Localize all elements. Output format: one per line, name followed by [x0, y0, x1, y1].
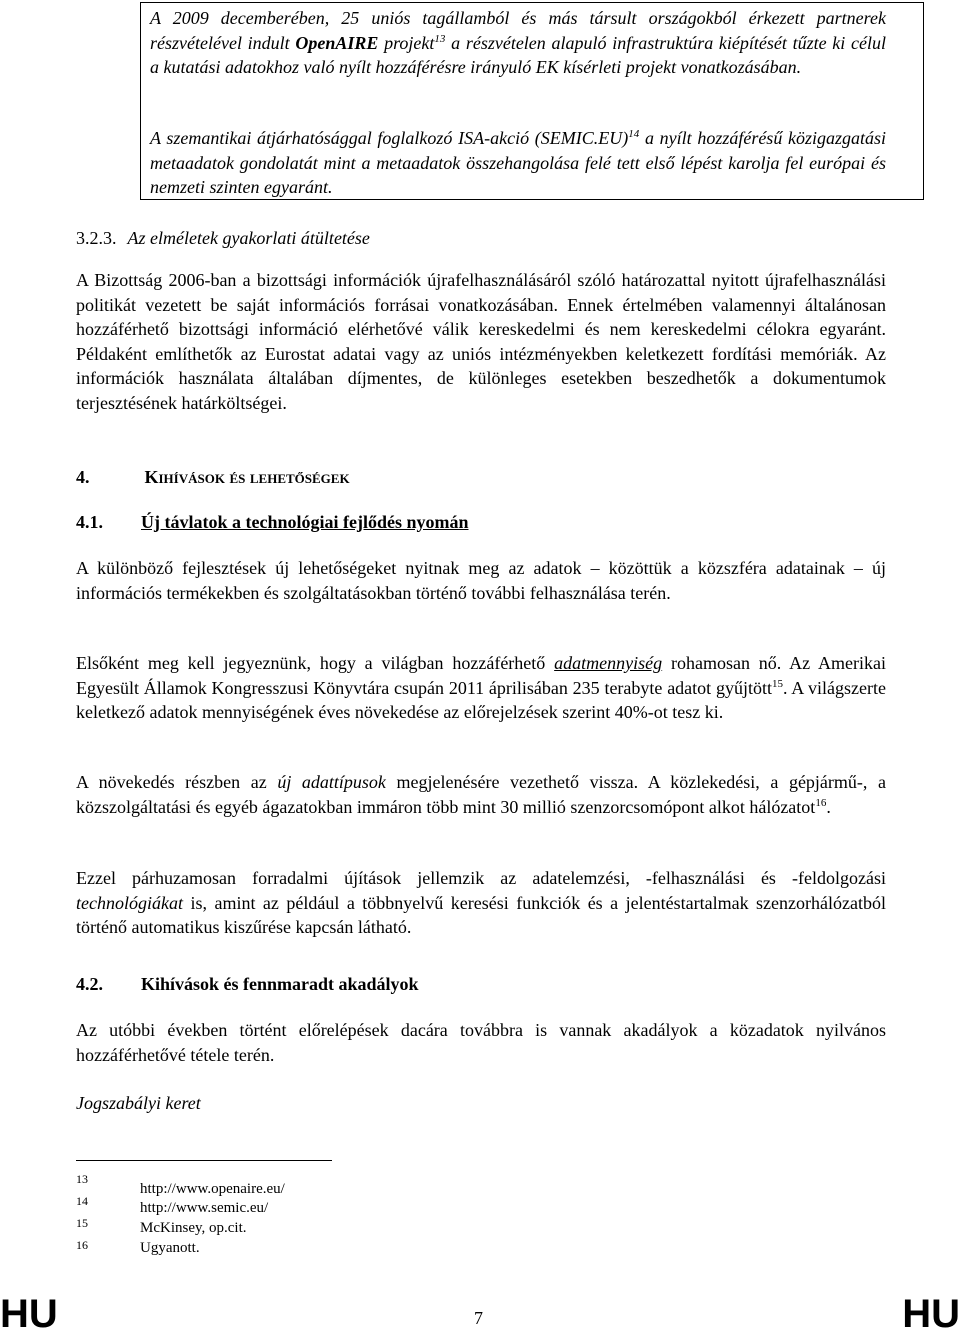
footnote-text: Ugyanott.	[140, 1240, 200, 1256]
chapter-title: Kihívások és lehetőségek	[144, 467, 350, 487]
chapter-number: 4.	[76, 467, 90, 487]
section-title: Új távlatok a technológiai fejlődés nyomán	[141, 512, 469, 532]
paragraph-new-data-types: A növekedés részben az új adattípusok megjelenésére vezethető vissza. A közlekedési, a gépjármű-, a közszolgáltatási és egyéb ágazatokban immáron több mint 30 millió szenzorcsomópont alkot hálózatot$^{16}$.	[76, 772, 887, 817]
footnote-number: 15	[76, 1216, 88, 1230]
paragraph-technologies: Ezzel párhuzamosan forradalmi újítások jellemzik az adatelemzési, -felhasználási és -feldolgozási technológiákat is, amint az például a többnyelvű keresési funkciók és a jelentéstartalmak szenzorhálózatból történő automatikus kiszűrése kapcsán látható.	[76, 868, 886, 937]
paragraph-obstacles: Az utóbbi években történt előrelépések dacára továbbra is vannak akadályok a közadatok nyilvános hozzáférhetővé tétele terén.	[76, 1020, 886, 1065]
footnote-ref-15[interactable]: 15	[771, 677, 783, 690]
section-title: Az elméletek gyakorlati átültetése	[127, 228, 370, 248]
section-heading-4-1	[76, 510, 469, 536]
footnote-number: 14	[76, 1194, 88, 1208]
section-number: 4.2.	[76, 974, 103, 994]
section-number: 4.1.	[76, 512, 103, 532]
footer-language-right: HU	[902, 1292, 960, 1336]
footnote-number: 16	[76, 1238, 88, 1252]
chapter-heading-4	[76, 465, 350, 491]
page-number: 7	[474, 1308, 483, 1328]
footnote-text: McKinsey, op.cit.	[140, 1220, 247, 1236]
footer-language-left: HU	[0, 1292, 58, 1336]
section-title: Kihívások és fennmaradt akadályok	[141, 974, 419, 994]
section-number: 3.2.3.	[76, 228, 117, 248]
footnote-ref-13[interactable]: 13	[434, 32, 446, 45]
subheading-legal-framework: Jogszabályi keret	[76, 1093, 201, 1113]
section-heading-4-2	[76, 972, 419, 998]
footnote-ref-14[interactable]: 14	[628, 128, 640, 140]
footnote-link-semic[interactable]: http://www.semic.eu/	[140, 1200, 269, 1216]
paragraph-data-volume: Elsőként meg kell jegyeznünk, hogy a világban hozzáférhető adatmennyiség rohamosan nő. Az Amerikai Egyesült Államok Kongresszusi Könyvtára csupán 2011 áprilisában 235 terabyte adatot gyűjtött$^{15}$. A világszerte keletkező adatok mennyiségének éves növekedése az előrejelzések szerint 40%-ot tesz ki.	[76, 653, 886, 722]
footnote-separator	[76, 1160, 332, 1161]
footnote-ref-16[interactable]: 16	[815, 796, 827, 809]
box-paragraph-openaire: A 2009 decemberében, 25 uniós tagállamból és más társult országokból érkezett partnerek részvételével indult OpenAIRE projekt$^{13}$ a részvételen alapuló infrastruktúra kiépítését tűzte ki célul a kutatási adatokhoz való nyílt hozzáférésre irányuló EK kísérleti projekt vonatkozásában.	[150, 8, 886, 77]
paragraph-new-opportunities: A különböző fejlesztések új lehetőségeket nyitnak meg az adatok – közöttük a közszféra adatainak – új információs termékekben és szolgáltatásokban történő további felhasználása terén.	[76, 558, 886, 603]
paragraph-reuse-policy: A Bizottság 2006-ban a bizottsági információk újrafelhasználásáról szóló határozattal nyitott újrafelhasználási politikát vezetett be saját információs forrásai vonatkozásában. Ennek értelmében valamennyi általánosan hozzáférhető bizottsági információ elérhetővé válik kereskedelmi és nem kereskedelmi célokra egyaránt. Példaként említhetők az Eurostat adatai vagy az uniós intézményekben keletkezett fordítási memóriák. Az információk használata általában díjmentes, de különleges esetekben beszedhetők a dokumentumok terjesztésének határköltségei.	[76, 270, 886, 413]
footnote-link-openaire[interactable]: http://www.openaire.eu/	[140, 1181, 285, 1197]
box-paragraph-semic: A szemantikai átjárhatósággal foglalkozó ISA-akció (SEMIC.EU)$^{14}$ a nyílt hozzáférésű közigazgatási metaadatok gondolatát mint a metaadatok összehangolása felé tett első lépést karolja fel európai és nemzeti szinten egyaránt.	[150, 128, 887, 197]
footnote-number: 13	[76, 1172, 88, 1186]
section-heading-3-2-3	[76, 226, 370, 250]
